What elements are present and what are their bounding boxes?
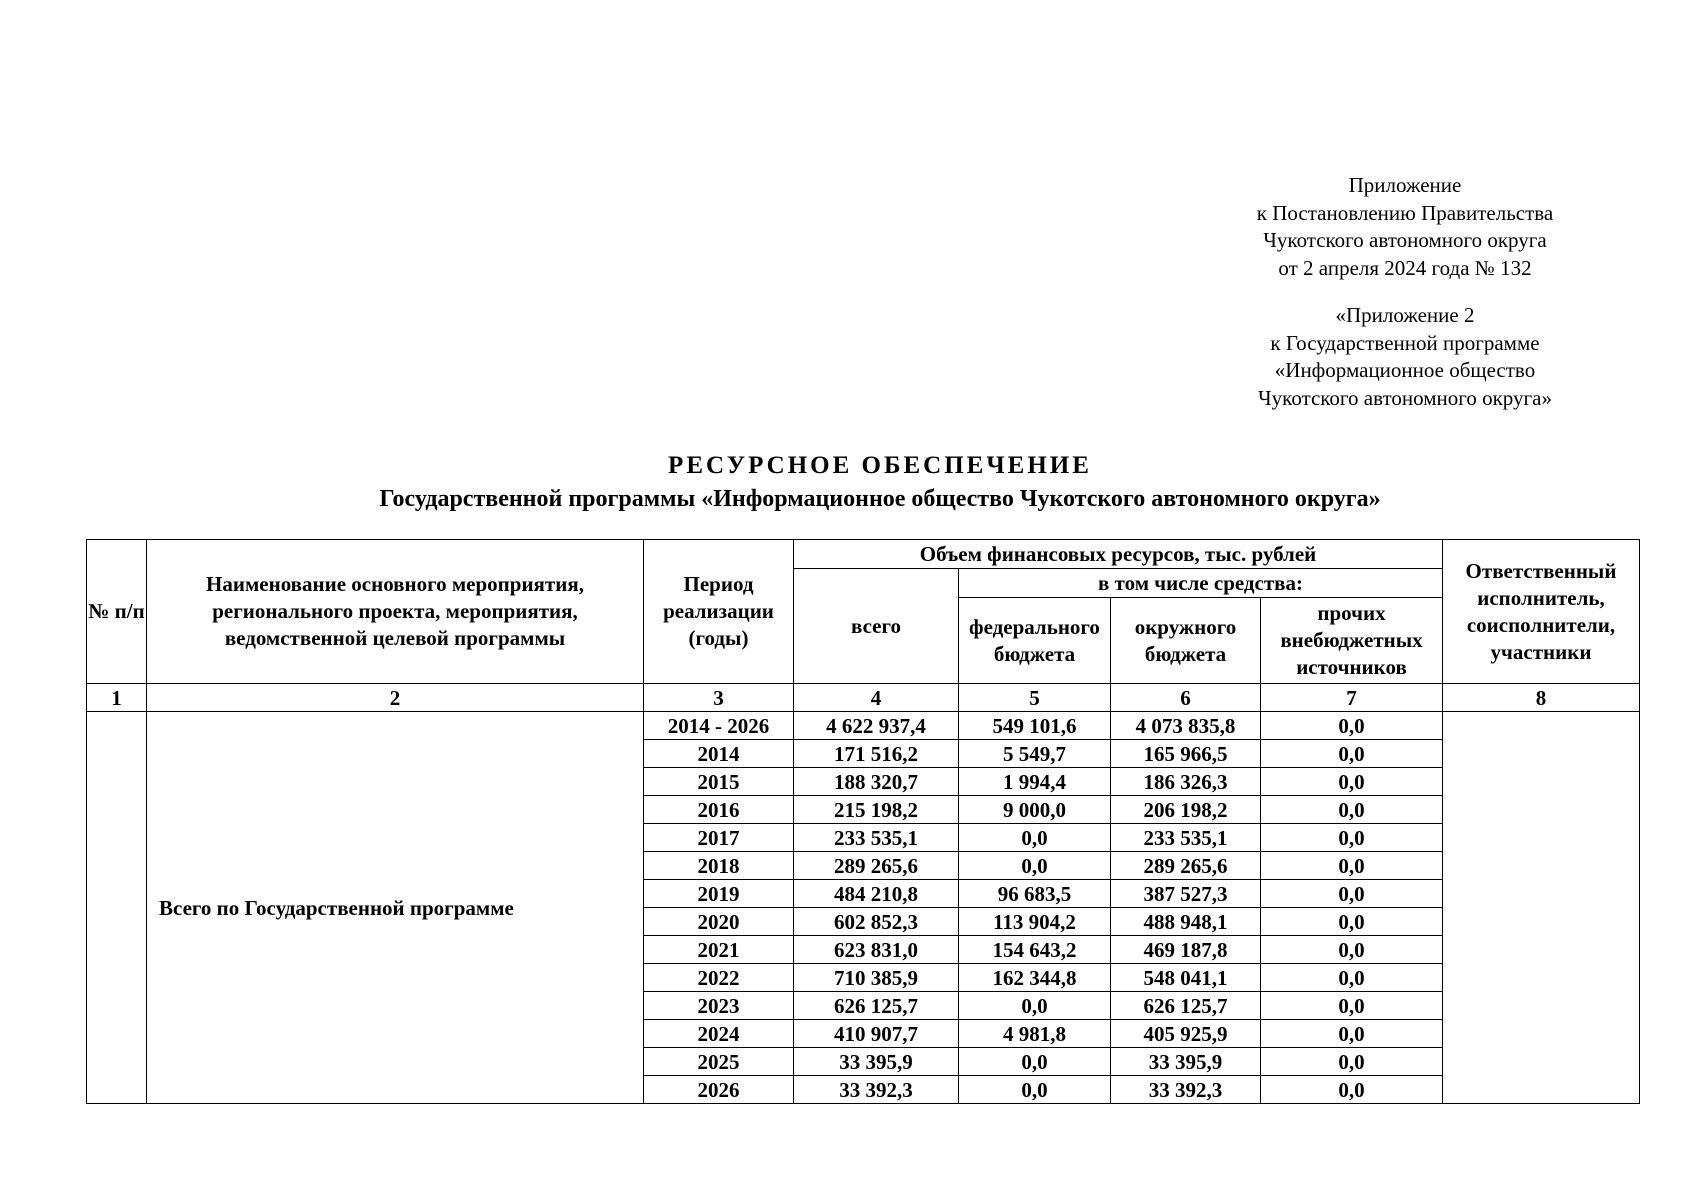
appendix-line: Чукотского автономного округа» [1258,385,1552,410]
cell-federal: 9 000,0 [959,796,1111,824]
appendix-line: Чукотского автономного округа [1263,228,1547,252]
header-including: в том числе средства: [959,569,1443,598]
header-responsible: Ответственный исполнитель, соисполнители, участники [1443,540,1640,684]
cell-total: 33 392,3 [794,1076,959,1104]
cell-total: 4 622 937,4 [794,712,959,740]
cell-district: 33 395,9 [1111,1048,1261,1076]
cell-period: 2018 [644,852,794,880]
cell-total: 710 385,9 [794,964,959,992]
cell-district: 233 535,1 [1111,824,1261,852]
cell-other: 0,0 [1261,852,1443,880]
cell-total: 484 210,8 [794,880,959,908]
cell-other: 0,0 [1261,908,1443,936]
cell-period: 2019 [644,880,794,908]
cell-period: 2014 - 2026 [644,712,794,740]
cell-federal: 0,0 [959,1048,1111,1076]
header-volume: Объем финансовых ресурсов, тыс. рублей [794,540,1443,569]
appendix-line: «Приложение 2 [1335,303,1475,327]
cell-other: 0,0 [1261,740,1443,768]
cell-period: 2020 [644,908,794,936]
cell-other: 0,0 [1261,1020,1443,1048]
cell-district: 206 198,2 [1111,796,1261,824]
cell-total: 33 395,9 [794,1048,959,1076]
header-district: окружного бюджета [1111,598,1261,684]
cell-other: 0,0 [1261,964,1443,992]
column-number: 5 [959,684,1111,712]
cell-district: 165 966,5 [1111,740,1261,768]
header-other: прочих внебюджетных источников [1261,598,1443,684]
cell-federal: 1 994,4 [959,768,1111,796]
cell-total: 410 907,7 [794,1020,959,1048]
cell-district: 548 041,1 [1111,964,1261,992]
cell-total: 215 198,2 [794,796,959,824]
cell-district: 405 925,9 [1111,1020,1261,1048]
row-number-cell [87,712,147,1104]
cell-federal: 5 549,7 [959,740,1111,768]
document-subtitle: Государственной программы «Информационное общество Чукотского автономного округа» [379,486,1381,512]
cell-other: 0,0 [1261,712,1443,740]
header-federal: федерального бюджета [959,598,1111,684]
cell-period: 2022 [644,964,794,992]
cell-period: 2024 [644,1020,794,1048]
cell-federal: 96 683,5 [959,880,1111,908]
column-number: 7 [1261,684,1443,712]
header-number: № п/п [87,540,147,684]
cell-total: 623 831,0 [794,936,959,964]
cell-federal: 4 981,8 [959,1020,1111,1048]
appendix-line: Приложение [1348,173,1462,197]
cell-federal: 549 101,6 [959,712,1111,740]
cell-district: 387 527,3 [1111,880,1261,908]
cell-total: 233 535,1 [794,824,959,852]
cell-total: 626 125,7 [794,992,959,1020]
document-title: РЕСУРСНОЕ ОБЕСПЕЧЕНИЕ [668,452,1092,479]
cell-other: 0,0 [1261,992,1443,1020]
column-number: 3 [644,684,794,712]
cell-other: 0,0 [1261,880,1443,908]
cell-district: 186 326,3 [1111,768,1261,796]
cell-period: 2014 [644,740,794,768]
cell-district: 488 948,1 [1111,908,1261,936]
cell-district: 33 392,3 [1111,1076,1261,1104]
column-number: 6 [1111,684,1261,712]
appendix-header [1205,172,1605,282]
cell-other: 0,0 [1261,936,1443,964]
cell-district: 469 187,8 [1111,936,1261,964]
column-number: 8 [1443,684,1640,712]
column-number: 1 [87,684,147,712]
cell-federal: 0,0 [959,992,1111,1020]
cell-district: 289 265,6 [1111,852,1261,880]
cell-federal: 0,0 [959,852,1111,880]
appendix-line: к Государственной программе [1270,330,1540,355]
cell-other: 0,0 [1261,768,1443,796]
cell-period: 2016 [644,796,794,824]
header-name: Наименование основного мероприятия, регионального проекта, мероприятия, ведомственной целевой программы [147,540,644,684]
cell-period: 2023 [644,992,794,1020]
resource-table [86,539,1640,1104]
cell-period: 2026 [644,1076,794,1104]
appendix-program-header [1205,302,1605,412]
cell-period: 2017 [644,824,794,852]
cell-other: 0,0 [1261,1048,1443,1076]
table-row [87,712,1640,740]
cell-total: 289 265,6 [794,852,959,880]
cell-federal: 0,0 [959,1076,1111,1104]
appendix-line: к Постановлению Правительства [1256,200,1554,225]
appendix-line: от 2 апреля 2024 года № 132 [1278,255,1532,280]
cell-period: 2021 [644,936,794,964]
cell-period: 2025 [644,1048,794,1076]
cell-total: 188 320,7 [794,768,959,796]
header-total: всего [794,569,959,684]
row-label: Всего по Государственной программе [147,712,644,1104]
appendix-line: «Информационное общество [1274,358,1536,382]
cell-period: 2015 [644,768,794,796]
cell-other: 0,0 [1261,1076,1443,1104]
cell-federal: 154 643,2 [959,936,1111,964]
cell-district: 4 073 835,8 [1111,712,1261,740]
cell-federal: 113 904,2 [959,908,1111,936]
column-numbers-row [87,684,1640,712]
cell-total: 171 516,2 [794,740,959,768]
cell-other: 0,0 [1261,824,1443,852]
cell-federal: 162 344,8 [959,964,1111,992]
responsible-cell [1443,712,1640,1104]
cell-other: 0,0 [1261,796,1443,824]
header-period: Период реализации (годы) [644,540,794,684]
cell-district: 626 125,7 [1111,992,1261,1020]
column-number: 2 [147,684,644,712]
cell-federal: 0,0 [959,824,1111,852]
column-number: 4 [794,684,959,712]
cell-total: 602 852,3 [794,908,959,936]
